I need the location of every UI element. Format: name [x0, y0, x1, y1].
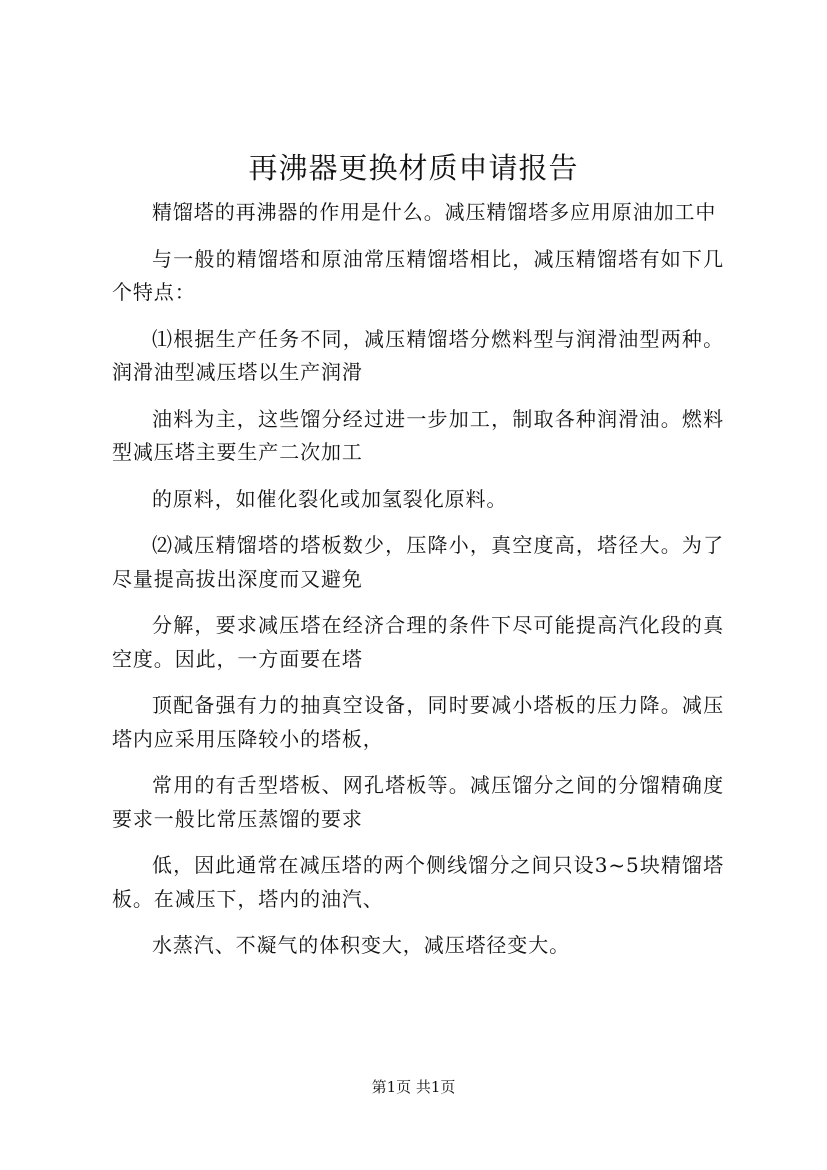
paragraph-1: 精馏塔的再沸器的作用是什么。减压精馏塔多应用原油加工中	[152, 200, 717, 224]
document-body	[112, 196, 724, 976]
paragraph-7: 分解，要求减压塔在经济合理的条件下尽可能提高汽化段的真空度。因此，一方面要在塔	[112, 613, 724, 671]
paragraph-6: ⑵减压精馏塔的塔板数少，压降小，真空度高，塔径大。为了尽量提高拔出深度而又避免	[112, 533, 724, 591]
document-title: 再沸器更换材质申请报告	[248, 151, 579, 185]
paragraph-5: 的原料，如催化裂化或加氢裂化原料。	[152, 486, 508, 511]
paragraph-4: 油料为主，这些馏分经过进一步加工，制取各种润滑油。燃料型减压塔主要生产二次加工	[112, 406, 724, 464]
paragraph-2: 与一般的精馏塔和原油常压精馏塔相比，减压精馏塔有如下几个特点：	[112, 246, 724, 304]
paragraph-8: 顶配备强有力的抽真空设备，同时要减小塔板的压力降。减压塔内应采用压降较小的塔板，	[112, 693, 724, 751]
paragraph-11: 水蒸汽、不凝气的体积变大，减压塔径变大。	[152, 933, 570, 957]
page-footer: 第1页 共1页	[371, 1078, 456, 1096]
paragraph-3: ⑴根据生产任务不同，减压精馏塔分燃料型与润滑油型两种。润滑油型减压塔以生产润滑	[112, 326, 724, 384]
paragraph-10: 低，因此通常在减压塔的两个侧线馏分之间只设3~5块精馏塔板。在减压下，塔内的油汽、	[112, 853, 724, 911]
paragraph-9: 常用的有舌型塔板、网孔塔板等。减压馏分之间的分馏精确度要求一般比常压蒸馏的要求	[112, 773, 724, 831]
